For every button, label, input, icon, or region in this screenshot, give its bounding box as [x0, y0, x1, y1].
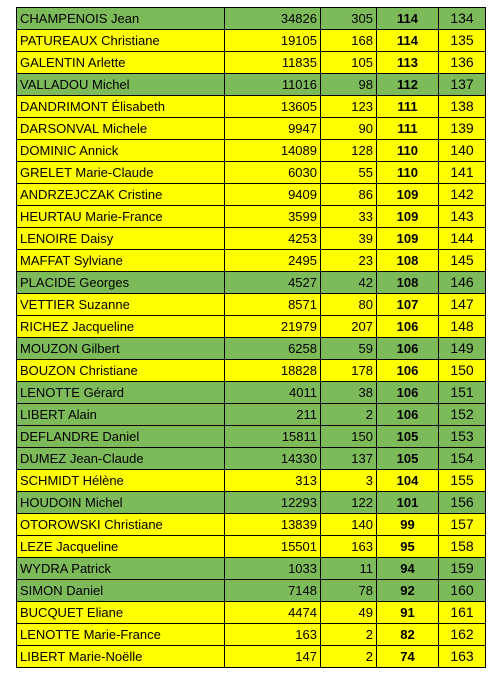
count-cell: 42	[321, 272, 377, 294]
rank-cell: 153	[439, 426, 486, 448]
rank-cell: 161	[439, 602, 486, 624]
player-name-cell: MOUZON Gilbert	[17, 338, 225, 360]
table-row	[17, 228, 486, 250]
score-cell: 94	[377, 558, 439, 580]
player-name-cell: CHAMPENOIS Jean	[17, 8, 225, 30]
count-cell: 33	[321, 206, 377, 228]
points-cell: 4474	[225, 602, 321, 624]
score-cell: 111	[377, 118, 439, 140]
rank-cell: 152	[439, 404, 486, 426]
count-cell: 38	[321, 382, 377, 404]
score-cell: 114	[377, 8, 439, 30]
points-cell: 4011	[225, 382, 321, 404]
points-cell: 15811	[225, 426, 321, 448]
table-row	[17, 184, 486, 206]
score-cell: 110	[377, 140, 439, 162]
rank-cell: 141	[439, 162, 486, 184]
rank-cell: 158	[439, 536, 486, 558]
score-cell: 114	[377, 30, 439, 52]
rank-cell: 146	[439, 272, 486, 294]
points-cell: 21979	[225, 316, 321, 338]
score-cell: 113	[377, 52, 439, 74]
rank-cell: 162	[439, 624, 486, 646]
points-cell: 4527	[225, 272, 321, 294]
count-cell: 105	[321, 52, 377, 74]
count-cell: 98	[321, 74, 377, 96]
points-cell: 2495	[225, 250, 321, 272]
points-cell: 9409	[225, 184, 321, 206]
score-cell: 105	[377, 426, 439, 448]
rank-cell: 157	[439, 514, 486, 536]
player-name-cell: HOUDOIN Michel	[17, 492, 225, 514]
player-name-cell: LEZE Jacqueline	[17, 536, 225, 558]
points-cell: 9947	[225, 118, 321, 140]
table-row	[17, 580, 486, 602]
score-cell: 110	[377, 162, 439, 184]
rank-cell: 142	[439, 184, 486, 206]
count-cell: 122	[321, 492, 377, 514]
score-cell: 109	[377, 228, 439, 250]
score-cell: 74	[377, 646, 439, 668]
rank-cell: 154	[439, 448, 486, 470]
player-name-cell: DARSONVAL Michele	[17, 118, 225, 140]
table-row	[17, 492, 486, 514]
player-name-cell: PATUREAUX Christiane	[17, 30, 225, 52]
table-row	[17, 272, 486, 294]
points-cell: 211	[225, 404, 321, 426]
table-row	[17, 30, 486, 52]
count-cell: 207	[321, 316, 377, 338]
count-cell: 123	[321, 96, 377, 118]
table-row	[17, 250, 486, 272]
player-name-cell: RICHEZ Jacqueline	[17, 316, 225, 338]
score-cell: 99	[377, 514, 439, 536]
points-cell: 34826	[225, 8, 321, 30]
score-cell: 106	[377, 360, 439, 382]
count-cell: 59	[321, 338, 377, 360]
table-row	[17, 426, 486, 448]
player-name-cell: GRELET Marie-Claude	[17, 162, 225, 184]
player-name-cell: SCHMIDT Hélène	[17, 470, 225, 492]
score-cell: 111	[377, 96, 439, 118]
player-name-cell: MAFFAT Sylviane	[17, 250, 225, 272]
points-cell: 11016	[225, 74, 321, 96]
score-cell: 106	[377, 382, 439, 404]
points-cell: 12293	[225, 492, 321, 514]
player-name-cell: LENOTTE Gérard	[17, 382, 225, 404]
table-row	[17, 470, 486, 492]
score-cell: 108	[377, 272, 439, 294]
rank-cell: 155	[439, 470, 486, 492]
table-row	[17, 338, 486, 360]
table-row	[17, 206, 486, 228]
count-cell: 2	[321, 646, 377, 668]
table-row	[17, 514, 486, 536]
count-cell: 305	[321, 8, 377, 30]
score-cell: 101	[377, 492, 439, 514]
table-row	[17, 558, 486, 580]
player-name-cell: PLACIDE Georges	[17, 272, 225, 294]
table-row	[17, 8, 486, 30]
count-cell: 86	[321, 184, 377, 206]
count-cell: 140	[321, 514, 377, 536]
rank-cell: 148	[439, 316, 486, 338]
table-row	[17, 404, 486, 426]
player-name-cell: DOMINIC Annick	[17, 140, 225, 162]
count-cell: 39	[321, 228, 377, 250]
table-row	[17, 96, 486, 118]
rank-cell: 149	[439, 338, 486, 360]
rank-cell: 147	[439, 294, 486, 316]
count-cell: 78	[321, 580, 377, 602]
points-cell: 7148	[225, 580, 321, 602]
player-name-cell: GALENTIN Arlette	[17, 52, 225, 74]
count-cell: 49	[321, 602, 377, 624]
count-cell: 55	[321, 162, 377, 184]
table-row	[17, 360, 486, 382]
ranking-sheet	[16, 7, 485, 668]
player-name-cell: HEURTAU Marie-France	[17, 206, 225, 228]
points-cell: 14089	[225, 140, 321, 162]
points-cell: 147	[225, 646, 321, 668]
score-cell: 104	[377, 470, 439, 492]
points-cell: 13839	[225, 514, 321, 536]
player-name-cell: BOUZON Christiane	[17, 360, 225, 382]
table-row	[17, 74, 486, 96]
score-cell: 112	[377, 74, 439, 96]
points-cell: 6258	[225, 338, 321, 360]
count-cell: 90	[321, 118, 377, 140]
player-name-cell: VETTIER Suzanne	[17, 294, 225, 316]
points-cell: 15501	[225, 536, 321, 558]
table-row	[17, 602, 486, 624]
points-cell: 13605	[225, 96, 321, 118]
table-row	[17, 382, 486, 404]
points-cell: 6030	[225, 162, 321, 184]
table-row	[17, 52, 486, 74]
rank-cell: 160	[439, 580, 486, 602]
rank-cell: 137	[439, 74, 486, 96]
points-cell: 11835	[225, 52, 321, 74]
score-cell: 82	[377, 624, 439, 646]
table-row	[17, 624, 486, 646]
player-name-cell: WYDRA Patrick	[17, 558, 225, 580]
ranking-table	[16, 7, 486, 668]
count-cell: 3	[321, 470, 377, 492]
points-cell: 4253	[225, 228, 321, 250]
count-cell: 128	[321, 140, 377, 162]
player-name-cell: OTOROWSKI Christiane	[17, 514, 225, 536]
player-name-cell: DUMEZ Jean-Claude	[17, 448, 225, 470]
player-name-cell: LIBERT Marie-Noëlle	[17, 646, 225, 668]
points-cell: 19105	[225, 30, 321, 52]
score-cell: 109	[377, 206, 439, 228]
rank-cell: 159	[439, 558, 486, 580]
count-cell: 11	[321, 558, 377, 580]
rank-cell: 151	[439, 382, 486, 404]
player-name-cell: SIMON Daniel	[17, 580, 225, 602]
count-cell: 178	[321, 360, 377, 382]
rank-cell: 163	[439, 646, 486, 668]
rank-cell: 139	[439, 118, 486, 140]
rank-cell: 145	[439, 250, 486, 272]
rank-cell: 138	[439, 96, 486, 118]
table-row	[17, 294, 486, 316]
points-cell: 1033	[225, 558, 321, 580]
rank-cell: 136	[439, 52, 486, 74]
count-cell: 163	[321, 536, 377, 558]
points-cell: 8571	[225, 294, 321, 316]
score-cell: 108	[377, 250, 439, 272]
table-row	[17, 140, 486, 162]
score-cell: 109	[377, 184, 439, 206]
player-name-cell: LIBERT Alain	[17, 404, 225, 426]
player-name-cell: DEFLANDRE Daniel	[17, 426, 225, 448]
rank-cell: 150	[439, 360, 486, 382]
points-cell: 14330	[225, 448, 321, 470]
rank-cell: 143	[439, 206, 486, 228]
count-cell: 150	[321, 426, 377, 448]
rank-cell: 135	[439, 30, 486, 52]
count-cell: 2	[321, 404, 377, 426]
ranking-table-body	[17, 8, 486, 668]
rank-cell: 134	[439, 8, 486, 30]
score-cell: 92	[377, 580, 439, 602]
table-row	[17, 448, 486, 470]
table-row	[17, 118, 486, 140]
score-cell: 106	[377, 338, 439, 360]
score-cell: 105	[377, 448, 439, 470]
count-cell: 23	[321, 250, 377, 272]
table-row	[17, 646, 486, 668]
score-cell: 107	[377, 294, 439, 316]
count-cell: 137	[321, 448, 377, 470]
rank-cell: 140	[439, 140, 486, 162]
table-row	[17, 536, 486, 558]
points-cell: 313	[225, 470, 321, 492]
player-name-cell: LENOTTE Marie-France	[17, 624, 225, 646]
score-cell: 91	[377, 602, 439, 624]
table-row	[17, 316, 486, 338]
player-name-cell: DANDRIMONT Élisabeth	[17, 96, 225, 118]
points-cell: 18828	[225, 360, 321, 382]
player-name-cell: BUCQUET Eliane	[17, 602, 225, 624]
table-row	[17, 162, 486, 184]
rank-cell: 144	[439, 228, 486, 250]
count-cell: 2	[321, 624, 377, 646]
count-cell: 168	[321, 30, 377, 52]
score-cell: 106	[377, 404, 439, 426]
player-name-cell: LENOIRE Daisy	[17, 228, 225, 250]
score-cell: 106	[377, 316, 439, 338]
rank-cell: 156	[439, 492, 486, 514]
count-cell: 80	[321, 294, 377, 316]
points-cell: 163	[225, 624, 321, 646]
player-name-cell: VALLADOU Michel	[17, 74, 225, 96]
score-cell: 95	[377, 536, 439, 558]
player-name-cell: ANDRZEJCZAK Cristine	[17, 184, 225, 206]
points-cell: 3599	[225, 206, 321, 228]
